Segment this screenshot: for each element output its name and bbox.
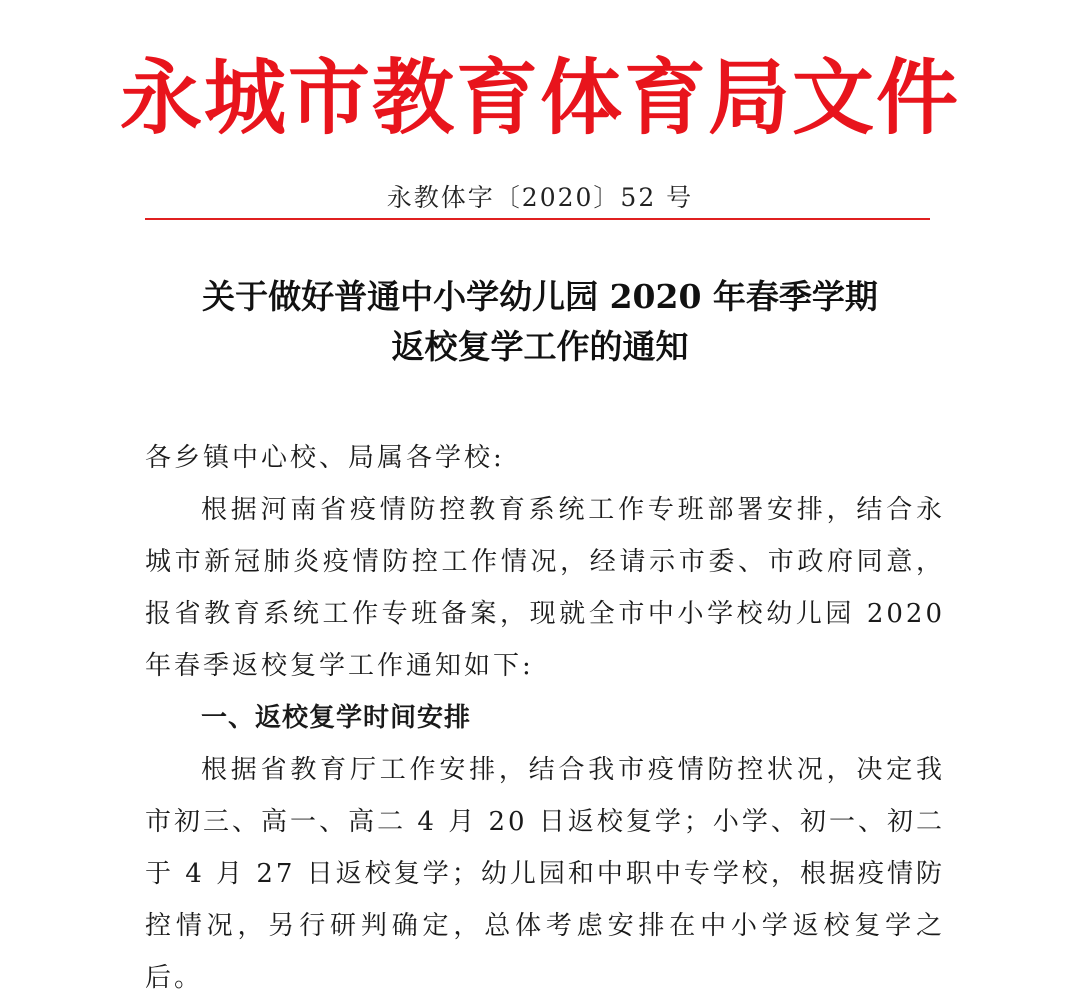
document-header-title: 永城市教育体育局文件	[119, 50, 960, 146]
notice-title-line-2: 返校复学工作的通知	[391, 327, 689, 366]
red-divider-line	[145, 218, 930, 220]
body-paragraph-2: 根据省教育厅工作安排，结合我市疫情防控状况，决定我市初三、高一、高二 4 月 20 日返校复学；小学、初一、初二于 4 月 27 日返校复学；幼儿园和中职中专学校，根据疫情防控情况，另行研判确定，总体考虑安排在中小学返校复学之后。	[145, 755, 945, 993]
document-body	[145, 432, 945, 1004]
body-paragraph-1: 根据河南省疫情防控教育系统工作专班部署安排，结合永城市新冠肺炎疫情防控工作情况，经请示市委、市政府同意，报省教育系统工作专班备案，现就全市中小学校幼儿园 2020 年春季返校复学工作通知如下:	[145, 495, 945, 681]
document-number: 永教体字〔2020〕52 号	[386, 183, 694, 212]
section-heading-1: 一、返校复学时间安排	[201, 703, 472, 733]
notice-title	[0, 272, 1080, 372]
notice-title-line-1: 关于做好普通中小学幼儿园 2020 年春季学期	[202, 277, 878, 316]
salutation: 各乡镇中心校、局属各学校:	[145, 443, 505, 473]
